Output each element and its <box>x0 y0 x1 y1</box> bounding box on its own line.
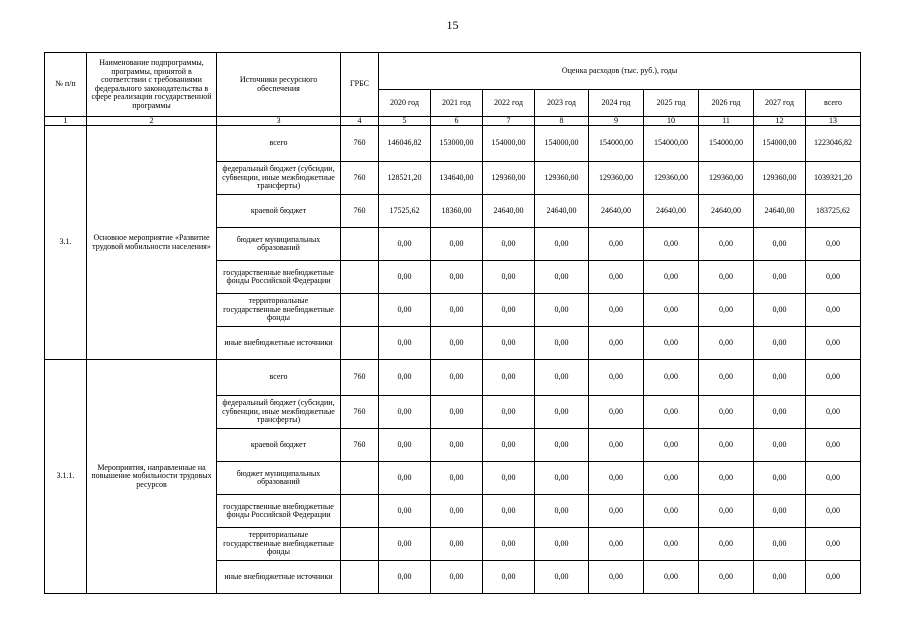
year-value: 153000,00 <box>431 126 483 162</box>
year-value: 0,00 <box>699 429 754 462</box>
year-value: 0,00 <box>589 294 644 327</box>
year-value: 0,00 <box>644 561 699 594</box>
year-value: 0,00 <box>431 495 483 528</box>
year-value: 0,00 <box>379 360 431 396</box>
year-value: 129360,00 <box>589 162 644 195</box>
year-value: 128521,20 <box>379 162 431 195</box>
header-total: всего <box>806 90 861 117</box>
year-value: 0,00 <box>589 495 644 528</box>
year-value: 154000,00 <box>589 126 644 162</box>
header-year: 2026 год <box>699 90 754 117</box>
year-value: 0,00 <box>699 495 754 528</box>
total-value: 1223046,82 <box>806 126 861 162</box>
column-number: 6 <box>431 117 483 126</box>
grbs-code <box>341 294 379 327</box>
total-value: 0,00 <box>806 327 861 360</box>
total-value: 0,00 <box>806 360 861 396</box>
year-value: 0,00 <box>379 429 431 462</box>
header-year: 2025 год <box>644 90 699 117</box>
funding-source: иные внебюджетные источники <box>217 561 341 594</box>
year-value: 0,00 <box>589 528 644 561</box>
grbs-code: 760 <box>341 162 379 195</box>
year-value: 0,00 <box>589 261 644 294</box>
funding-source: территориальные государственные внебюджетные фонды <box>217 528 341 561</box>
header-year: 2027 год <box>754 90 806 117</box>
year-value: 0,00 <box>379 495 431 528</box>
grbs-code <box>341 528 379 561</box>
year-value: 0,00 <box>535 228 589 261</box>
year-value: 0,00 <box>535 261 589 294</box>
year-value: 0,00 <box>431 561 483 594</box>
header-year: 2024 год <box>589 90 644 117</box>
year-value: 0,00 <box>379 261 431 294</box>
year-value: 0,00 <box>483 396 535 429</box>
grbs-code <box>341 495 379 528</box>
total-value: 0,00 <box>806 528 861 561</box>
year-value: 0,00 <box>379 528 431 561</box>
year-value: 0,00 <box>431 462 483 495</box>
year-value: 24640,00 <box>754 195 806 228</box>
column-number: 12 <box>754 117 806 126</box>
funding-source: федеральный бюджет (субсидии, субвенции, иные межбюджетные трансферты) <box>217 162 341 195</box>
year-value: 0,00 <box>535 327 589 360</box>
year-value: 154000,00 <box>699 126 754 162</box>
year-value: 24640,00 <box>535 195 589 228</box>
table-row <box>45 360 861 396</box>
header-source: Источники ресурсного обеспечения <box>217 53 341 117</box>
funding-source: краевой бюджет <box>217 195 341 228</box>
funding-source: государственные внебюджетные фонды Российской Федерации <box>217 495 341 528</box>
year-value: 0,00 <box>483 495 535 528</box>
column-number: 5 <box>379 117 431 126</box>
year-value: 0,00 <box>379 294 431 327</box>
year-value: 0,00 <box>699 327 754 360</box>
year-value: 0,00 <box>483 528 535 561</box>
year-value: 154000,00 <box>754 126 806 162</box>
year-value: 0,00 <box>379 396 431 429</box>
year-value: 0,00 <box>754 528 806 561</box>
year-value: 0,00 <box>535 561 589 594</box>
year-value: 0,00 <box>535 528 589 561</box>
total-value: 0,00 <box>806 495 861 528</box>
column-number: 7 <box>483 117 535 126</box>
total-value: 1039321,20 <box>806 162 861 195</box>
year-value: 129360,00 <box>699 162 754 195</box>
header-name: Наименование подпрограммы, программы, принятой в соответствии с требованиями федерального законодательства в сфере реализации государственной программы <box>87 53 217 117</box>
header-year: 2020 год <box>379 90 431 117</box>
year-value: 0,00 <box>754 261 806 294</box>
year-value: 0,00 <box>754 228 806 261</box>
item-name: Основное мероприятие «Развитие трудовой мобильности населения» <box>87 126 217 360</box>
year-value: 0,00 <box>644 261 699 294</box>
table-row <box>45 126 861 162</box>
year-value: 0,00 <box>589 327 644 360</box>
year-value: 129360,00 <box>754 162 806 195</box>
year-value: 0,00 <box>589 228 644 261</box>
year-value: 0,00 <box>644 429 699 462</box>
year-value: 0,00 <box>483 360 535 396</box>
funding-source: краевой бюджет <box>217 429 341 462</box>
year-value: 0,00 <box>699 228 754 261</box>
year-value: 0,00 <box>644 327 699 360</box>
year-value: 0,00 <box>431 294 483 327</box>
column-number: 1 <box>45 117 87 126</box>
year-value: 0,00 <box>589 429 644 462</box>
grbs-code: 760 <box>341 195 379 228</box>
column-number: 3 <box>217 117 341 126</box>
year-value: 154000,00 <box>483 126 535 162</box>
year-value: 0,00 <box>483 261 535 294</box>
year-value: 0,00 <box>431 261 483 294</box>
year-value: 0,00 <box>431 429 483 462</box>
year-value: 0,00 <box>589 462 644 495</box>
grbs-code <box>341 462 379 495</box>
year-value: 146046,82 <box>379 126 431 162</box>
year-value: 0,00 <box>431 396 483 429</box>
page-number: 15 <box>446 18 459 32</box>
column-number: 8 <box>535 117 589 126</box>
header-year: 2023 год <box>535 90 589 117</box>
year-value: 0,00 <box>754 495 806 528</box>
year-value: 0,00 <box>754 462 806 495</box>
funding-source: бюджет муниципальных образований <box>217 462 341 495</box>
year-value: 0,00 <box>644 294 699 327</box>
funding-source: всего <box>217 360 341 396</box>
item-number: 3.1. <box>45 126 87 360</box>
year-value: 154000,00 <box>644 126 699 162</box>
year-value: 0,00 <box>699 261 754 294</box>
total-value: 0,00 <box>806 294 861 327</box>
year-value: 0,00 <box>379 228 431 261</box>
grbs-code <box>341 228 379 261</box>
year-value: 0,00 <box>379 561 431 594</box>
funding-source: иные внебюджетные источники <box>217 327 341 360</box>
year-value: 0,00 <box>754 429 806 462</box>
year-value: 0,00 <box>535 294 589 327</box>
year-value: 0,00 <box>483 294 535 327</box>
year-value: 0,00 <box>431 327 483 360</box>
table-body <box>45 126 861 594</box>
grbs-code: 760 <box>341 429 379 462</box>
year-value: 0,00 <box>699 360 754 396</box>
year-value: 0,00 <box>483 228 535 261</box>
year-value: 0,00 <box>483 429 535 462</box>
grbs-code <box>341 327 379 360</box>
year-value: 134640,00 <box>431 162 483 195</box>
year-value: 0,00 <box>754 396 806 429</box>
column-number: 10 <box>644 117 699 126</box>
year-value: 0,00 <box>699 396 754 429</box>
total-value: 0,00 <box>806 462 861 495</box>
header-num: № п/п <box>45 53 87 117</box>
funding-source: государственные внебюджетные фонды Российской Федерации <box>217 261 341 294</box>
year-value: 24640,00 <box>483 195 535 228</box>
year-value: 0,00 <box>431 360 483 396</box>
year-value: 0,00 <box>754 327 806 360</box>
header-year: 2021 год <box>431 90 483 117</box>
year-value: 0,00 <box>483 462 535 495</box>
year-value: 0,00 <box>535 396 589 429</box>
item-name: Мероприятия, направленные на повышение мобильности трудовых ресурсов <box>87 360 217 594</box>
year-value: 24640,00 <box>589 195 644 228</box>
year-value: 0,00 <box>431 228 483 261</box>
year-value: 24640,00 <box>644 195 699 228</box>
grbs-code <box>341 561 379 594</box>
year-value: 17525,62 <box>379 195 431 228</box>
year-value: 0,00 <box>483 561 535 594</box>
year-value: 24640,00 <box>699 195 754 228</box>
year-value: 0,00 <box>644 462 699 495</box>
total-value: 0,00 <box>806 228 861 261</box>
column-number: 4 <box>341 117 379 126</box>
year-value: 129360,00 <box>644 162 699 195</box>
grbs-code: 760 <box>341 126 379 162</box>
year-value: 0,00 <box>699 528 754 561</box>
year-value: 0,00 <box>644 360 699 396</box>
year-value: 0,00 <box>535 495 589 528</box>
total-value: 0,00 <box>806 261 861 294</box>
year-value: 0,00 <box>754 561 806 594</box>
column-number: 9 <box>589 117 644 126</box>
year-value: 0,00 <box>754 294 806 327</box>
grbs-code: 760 <box>341 396 379 429</box>
year-value: 0,00 <box>379 327 431 360</box>
year-value: 0,00 <box>535 429 589 462</box>
year-value: 0,00 <box>699 462 754 495</box>
year-value: 0,00 <box>699 294 754 327</box>
year-value: 0,00 <box>644 228 699 261</box>
year-value: 154000,00 <box>535 126 589 162</box>
grbs-code <box>341 261 379 294</box>
total-value: 183725,62 <box>806 195 861 228</box>
year-value: 0,00 <box>589 561 644 594</box>
year-value: 0,00 <box>644 528 699 561</box>
funding-source: всего <box>217 126 341 162</box>
header-estimate: Оценка расходов (тыс. руб.), годы <box>379 53 861 90</box>
column-number: 11 <box>699 117 754 126</box>
total-value: 0,00 <box>806 429 861 462</box>
total-value: 0,00 <box>806 396 861 429</box>
year-value: 129360,00 <box>535 162 589 195</box>
budget-table <box>44 52 861 594</box>
year-value: 0,00 <box>644 495 699 528</box>
year-value: 0,00 <box>535 360 589 396</box>
year-value: 0,00 <box>754 360 806 396</box>
column-number: 2 <box>87 117 217 126</box>
grbs-code: 760 <box>341 360 379 396</box>
funding-source: федеральный бюджет (субсидии, субвенции, иные межбюджетные трансферты) <box>217 396 341 429</box>
year-value: 0,00 <box>644 396 699 429</box>
funding-source: бюджет муниципальных образований <box>217 228 341 261</box>
year-value: 0,00 <box>699 561 754 594</box>
year-value: 0,00 <box>483 327 535 360</box>
year-value: 0,00 <box>431 528 483 561</box>
total-value: 0,00 <box>806 561 861 594</box>
item-number: 3.1.1. <box>45 360 87 594</box>
year-value: 0,00 <box>589 360 644 396</box>
header-year: 2022 год <box>483 90 535 117</box>
funding-source: территориальные государственные внебюджетные фонды <box>217 294 341 327</box>
year-value: 0,00 <box>535 462 589 495</box>
header-grbs: ГРБС <box>341 53 379 117</box>
year-value: 129360,00 <box>483 162 535 195</box>
year-value: 0,00 <box>379 462 431 495</box>
year-value: 0,00 <box>589 396 644 429</box>
column-number: 13 <box>806 117 861 126</box>
year-value: 18360,00 <box>431 195 483 228</box>
